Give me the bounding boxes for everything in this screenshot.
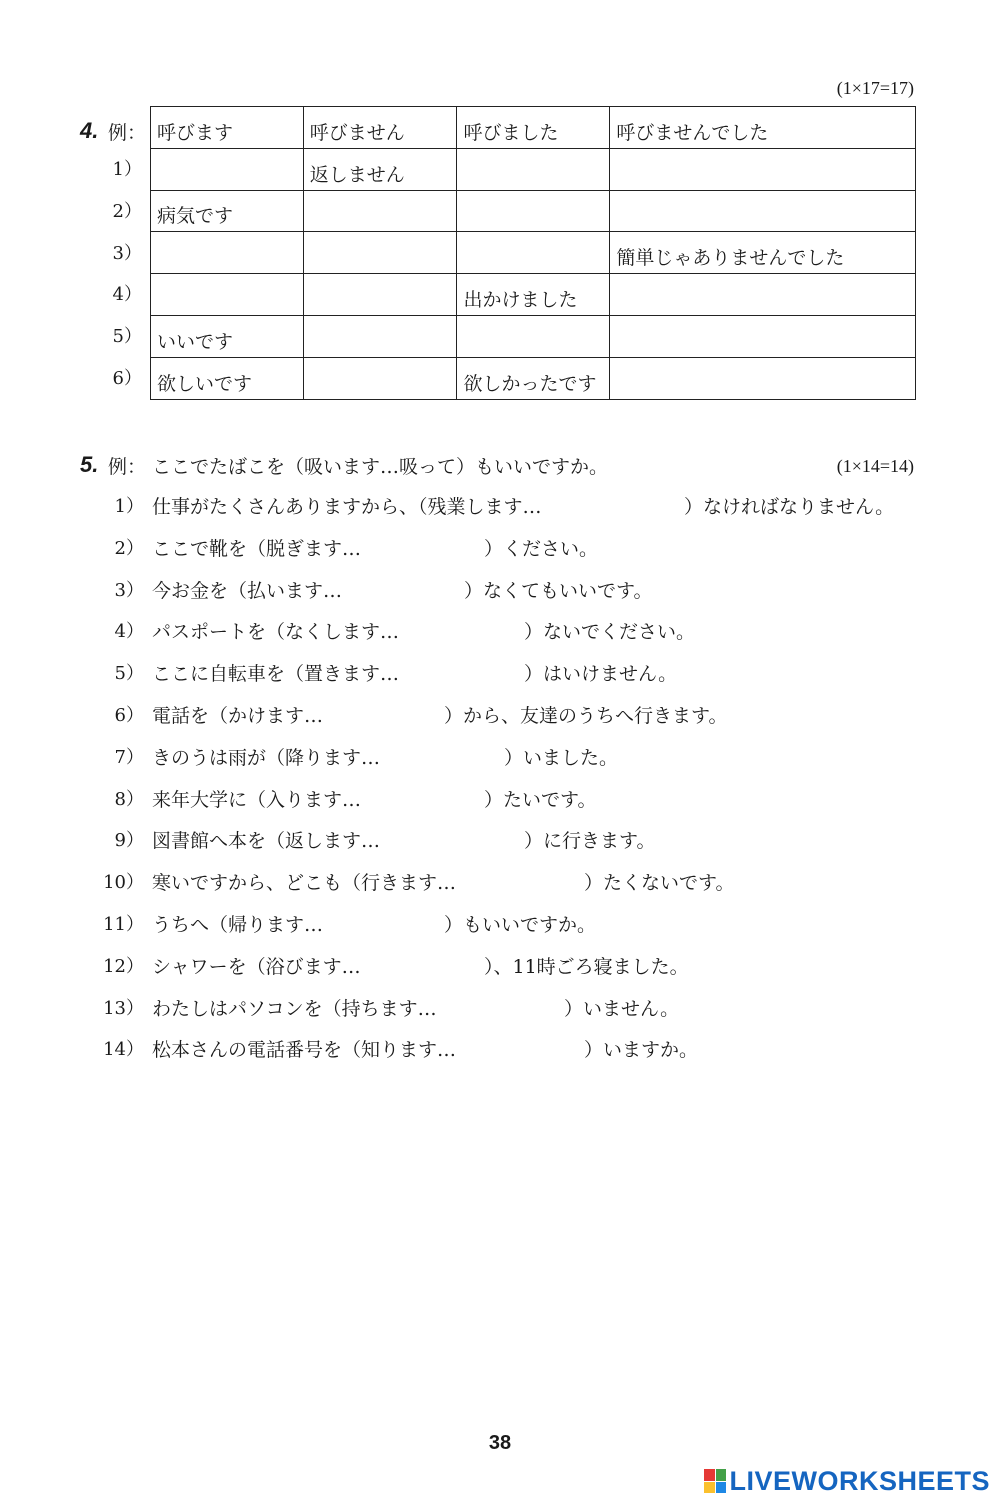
question-tail: ）なくてもいいです。 [464,579,653,602]
exercise5-question-list [100,492,960,1077]
table-row [151,190,916,232]
question-number: 10） [103,872,144,894]
question-tail: ）もいいですか。 [444,913,597,936]
table-cell: 欲しかったです [457,357,610,399]
question-tail: ）いません。 [564,997,680,1020]
question-text: シャワーを（浴びます… [152,955,361,978]
question-text: 電話を（かけます… [152,704,324,727]
exercise5-example: ここでたばこを（吸います…吸って）もいいですか。 [152,456,609,478]
question-text: パスポートを（なくします… [152,621,400,644]
question-tail: ）なければなりません。 [684,496,895,518]
example-label-text: 例： [108,122,147,144]
answer-cell[interactable] [303,357,457,399]
question-text: わたしはパソコンを（持ちます… [152,997,437,1020]
exercise4-row-numbers [108,148,142,399]
table-row [151,274,916,316]
row-number: 5） [112,326,142,348]
exercise4-score: (1×17=17) [836,78,914,98]
brand-name: LIVEWORKSHEETS [729,1465,990,1496]
question-tail: ）ないでください。 [524,621,696,644]
question-number: 12） [103,955,144,977]
conjugation-table [150,106,916,400]
answer-cell[interactable] [457,148,610,190]
table-cell: 呼びません [303,107,457,149]
row-number: 4） [112,284,142,306]
question-text: 寒いですから、どこも（行きます… [152,872,457,895]
table-cell: 欲しいです [151,357,304,399]
list-item [100,826,960,868]
table-header-row [151,107,916,149]
exercise4-example-label [108,118,146,145]
logo-icon [704,1469,726,1493]
question-tail: ）たくないです。 [584,872,735,895]
question-number: 9） [114,830,144,852]
question-tail: ）はいけません。 [524,663,678,686]
question-number: 3） [114,579,144,601]
question-text: 今お金を（払います… [152,579,343,602]
table-cell: 病気です [151,190,304,232]
question-number: 7） [114,746,144,768]
question-number: 11） [103,913,144,935]
question-text: 図書館へ本を（返します… [152,830,381,853]
list-item [100,785,960,827]
question-tail: ）たいです。 [484,788,597,811]
row-number: 3） [112,242,142,264]
question-text: 来年大学に（入ります… [152,788,362,811]
answer-cell[interactable] [303,274,457,316]
table-row [151,357,916,399]
table-cell: いいです [151,315,304,357]
list-item [100,701,960,743]
question-number: 14） [103,1039,144,1061]
question-tail: ）いました。 [504,746,619,769]
list-item [100,576,960,618]
list-item [100,659,960,701]
answer-cell[interactable] [610,357,916,399]
exercise5-label: 5. [80,452,99,477]
question-text: ここに自転車を（置きます… [152,663,400,686]
table-cell: 呼びます [151,107,304,149]
question-text: きのうは雨が（降ります… [152,746,381,769]
logo-square [704,1482,715,1494]
question-tail: ）、11時ごろ寝ました。 [484,955,689,978]
question-number: 5） [114,663,144,685]
question-tail: ）いますか。 [584,1039,699,1062]
answer-cell[interactable] [303,315,457,357]
answer-cell[interactable] [151,274,304,316]
exercise5-example-label: 例： [108,456,147,478]
list-item [100,868,960,910]
table-cell: 出かけました [457,274,610,316]
question-tail: ）から、友達のうちへ行きます。 [444,704,728,727]
answer-cell[interactable] [457,190,610,232]
list-item [100,743,960,785]
question-number: 8） [114,788,144,810]
answer-cell[interactable] [303,190,457,232]
liveworksheets-logo [704,1466,990,1496]
exercise4-label: 4. [80,118,99,143]
exercise5-score: (1×14=14) [836,456,914,476]
question-text: ここで靴を（脱ぎます… [152,537,362,560]
table-row [151,148,916,190]
list-item [100,492,960,534]
table-cell: 呼びませんでした [610,107,916,149]
question-tail: ）に行きます。 [524,830,656,853]
question-number: 6） [114,704,144,726]
answer-cell[interactable] [457,315,610,357]
answer-cell[interactable] [151,148,304,190]
row-number: 1） [112,159,142,180]
table-cell: 簡単じゃありませんでした [610,232,916,274]
logo-square [716,1469,727,1481]
logo-square [716,1482,727,1494]
question-text: 仕事がたくさんありますから、（残業します… [152,496,542,518]
page-number: 38 [488,1432,512,1454]
answer-cell[interactable] [303,232,457,274]
question-number: 1） [114,496,144,517]
row-number: 2） [112,200,142,222]
list-item [100,910,960,952]
question-number: 4） [114,621,144,643]
answer-cell[interactable] [610,190,916,232]
list-item [100,617,960,659]
list-item [100,994,960,1036]
answer-cell[interactable] [610,148,916,190]
answer-cell[interactable] [151,232,304,274]
answer-cell[interactable] [610,274,916,316]
list-item [100,534,960,576]
list-item [100,952,960,994]
table-row [151,232,916,274]
answer-cell[interactable] [457,232,610,274]
question-text: 松本さんの電話番号を（知ります… [152,1039,457,1062]
list-item [100,1035,960,1077]
answer-cell[interactable] [610,315,916,357]
row-number: 6） [112,367,142,389]
table-cell: 返しません [303,148,457,190]
question-text: うちへ（帰ります… [152,913,324,936]
question-tail: ）ください。 [484,537,599,560]
question-number: 13） [103,997,144,1019]
logo-square [704,1469,715,1481]
table-row [151,315,916,357]
question-number: 2） [114,537,144,559]
table-cell: 呼びました [457,107,610,149]
